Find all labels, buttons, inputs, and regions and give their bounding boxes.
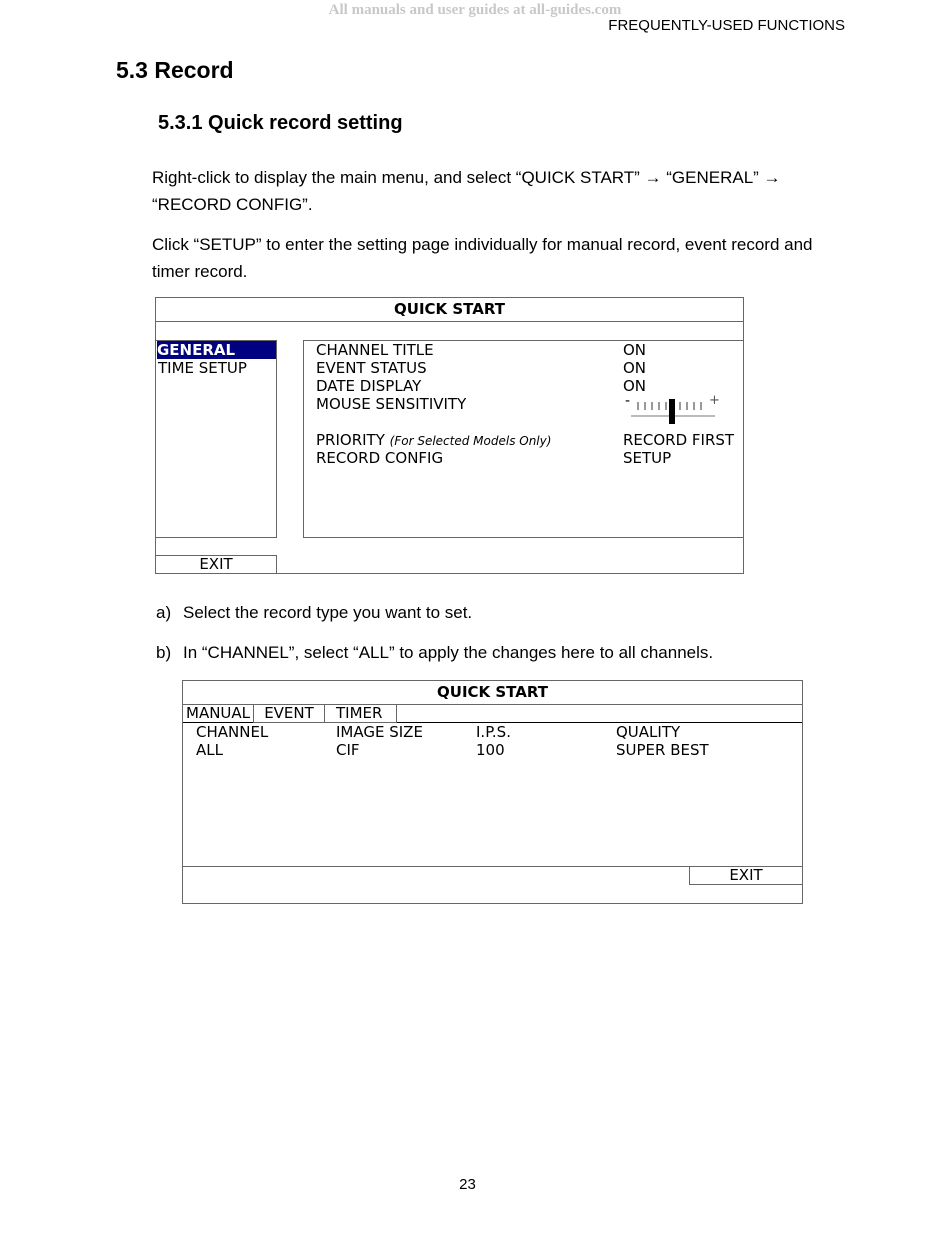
step-a-text: Select the record type you want to set. <box>183 603 473 622</box>
menu2-exit-label: EXIT <box>729 866 763 884</box>
mouse-sensitivity-label: MOUSE SENSITIVITY <box>316 395 467 413</box>
setup-line-2: timer record. <box>152 262 248 281</box>
priority-label-row <box>316 431 551 450</box>
sidebar-item-time-setup[interactable]: TIME SETUP <box>158 359 247 377</box>
menu2-tab-bar <box>183 704 802 723</box>
slider-track-icon <box>623 395 723 425</box>
record-config-setup-button[interactable]: SETUP <box>623 449 672 467</box>
sidebar-item-general[interactable]: GENERAL <box>157 341 276 359</box>
tab-timer[interactable] <box>324 704 397 723</box>
event-status-label: EVENT STATUS <box>316 359 427 377</box>
menu1-content <box>303 340 744 538</box>
tab-event[interactable] <box>253 704 325 723</box>
col-header-ips: I.P.S. <box>476 723 511 741</box>
col-header-quality: QUALITY <box>616 723 681 741</box>
ips-value[interactable]: 100 <box>476 741 505 759</box>
subsection-title: 5.3.1 Quick record setting <box>158 112 403 134</box>
slider-plus-icon: + <box>709 393 720 408</box>
record-config-label: RECORD CONFIG <box>316 449 444 467</box>
menu2-exit-button[interactable] <box>689 866 803 885</box>
setup-line-1: Click “SETUP” to enter the setting page individually for manual record, event record and <box>152 235 813 254</box>
step-a-marker: a) <box>156 603 172 622</box>
section-title: 5.3 Record <box>116 57 234 83</box>
priority-note: (For Selected Models Only) <box>389 434 552 448</box>
tab-manual[interactable]: MANUAL <box>186 704 251 722</box>
page-number: 23 <box>459 1176 476 1193</box>
channel-title-label: CHANNEL TITLE <box>316 341 434 359</box>
quick-start-menu-general <box>155 297 744 574</box>
priority-label: PRIORITY <box>316 431 385 449</box>
menu2-title: QUICK START <box>183 681 802 705</box>
watermark: All manuals and user guides at all-guides.com <box>328 2 622 18</box>
date-display-value[interactable]: ON <box>623 377 647 395</box>
col-header-image-size: IMAGE SIZE <box>336 723 423 741</box>
event-status-value[interactable]: ON <box>623 359 647 377</box>
col-header-channel: CHANNEL <box>196 723 269 741</box>
date-display-label: DATE DISPLAY <box>316 377 422 395</box>
tab-timer-label: TIMER <box>336 704 383 722</box>
channel-value[interactable]: ALL <box>196 741 223 759</box>
menu1-exit-label: EXIT <box>199 555 233 573</box>
setup-paragraph <box>152 231 852 285</box>
slider-minus-icon: - <box>625 393 631 409</box>
header-title: FREQUENTLY-USED FUNCTIONS <box>608 17 845 34</box>
intro-line-1: Right-click to display the main menu, and select “QUICK START” → “GENERAL” → <box>152 168 781 187</box>
priority-value[interactable]: RECORD FIRST <box>623 431 735 449</box>
quality-value[interactable]: SUPER BEST <box>616 741 709 759</box>
menu1-exit-button[interactable] <box>155 555 277 574</box>
channel-title-value[interactable]: ON <box>623 341 647 359</box>
menu1-sidebar <box>155 340 277 538</box>
image-size-value[interactable]: CIF <box>336 741 360 759</box>
step-b-marker: b) <box>156 643 172 662</box>
mouse-sensitivity-slider[interactable] <box>623 395 723 425</box>
step-b-text: In “CHANNEL”, select “ALL” to apply the changes here to all channels. <box>183 643 714 662</box>
tab-event-label: EVENT <box>264 704 314 722</box>
menu1-title-bar <box>155 297 744 322</box>
quick-start-menu-record <box>182 680 803 904</box>
menu1-title: QUICK START <box>394 300 505 318</box>
intro-line-2: “RECORD CONFIG”. <box>152 195 313 214</box>
intro-paragraph <box>152 164 852 218</box>
